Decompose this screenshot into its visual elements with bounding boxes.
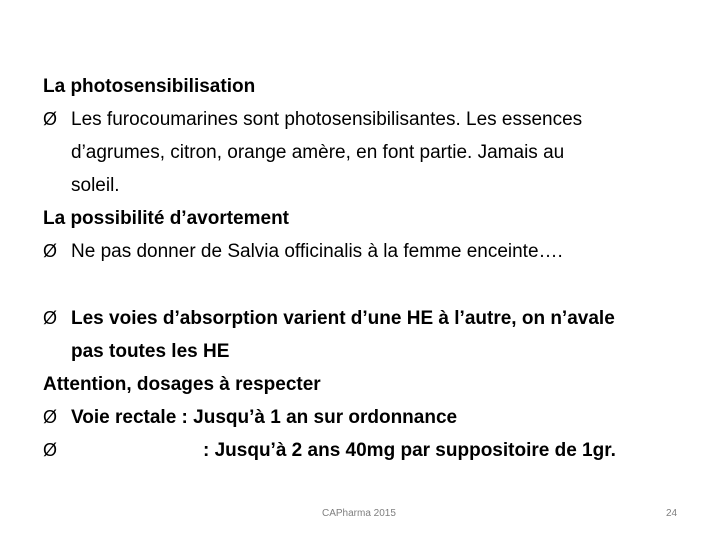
bullet-salvia (43, 235, 683, 268)
heading-photosensibilisation: La photosensibilisation (43, 76, 256, 97)
bullet-line: Les furocoumarines sont photosensibilisantes. Les essences (71, 109, 583, 130)
footer-text: CAPharma 2015 (322, 508, 396, 519)
bullet-text: Voie rectale : Jusqu’à 1 an sur ordonnance (71, 407, 458, 428)
bullet-line: d’agrumes, citron, orange amère, en font partie. Jamais au (71, 142, 565, 163)
bullet-line: soleil. (71, 175, 120, 196)
bullet-text: Ne pas donner de Salvia officinalis à la femme enceinte…. (71, 241, 563, 262)
bullet-line: : Jusqu’à 2 ans 40mg par suppositoire de 1gr. (203, 440, 616, 461)
spacer (43, 268, 683, 302)
bullet-suppositoire (43, 434, 683, 467)
bullet-text (71, 103, 681, 202)
bullet-line: pas toutes les HE (71, 341, 230, 362)
arrow-bullet-icon: Ø (43, 241, 58, 261)
bullet-text (71, 434, 681, 467)
bullet-voie-rectale (43, 401, 683, 434)
bullet-voies-absorption (43, 302, 683, 368)
bullet-line: Les voies d’absorption varient d’une HE à l’autre, on n’avale (71, 308, 615, 329)
arrow-bullet-icon: Ø (43, 440, 58, 460)
slide-content (43, 70, 683, 467)
bullet-furocoumarines (43, 103, 683, 202)
arrow-bullet-icon: Ø (43, 109, 58, 129)
arrow-bullet-icon: Ø (43, 407, 58, 427)
arrow-bullet-icon: Ø (43, 308, 58, 328)
heading-dosages: Attention, dosages à respecter (43, 374, 321, 395)
bullet-text (71, 302, 681, 368)
heading-avortement: La possibilité d’avortement (43, 208, 289, 229)
page-number: 24 (666, 508, 678, 519)
